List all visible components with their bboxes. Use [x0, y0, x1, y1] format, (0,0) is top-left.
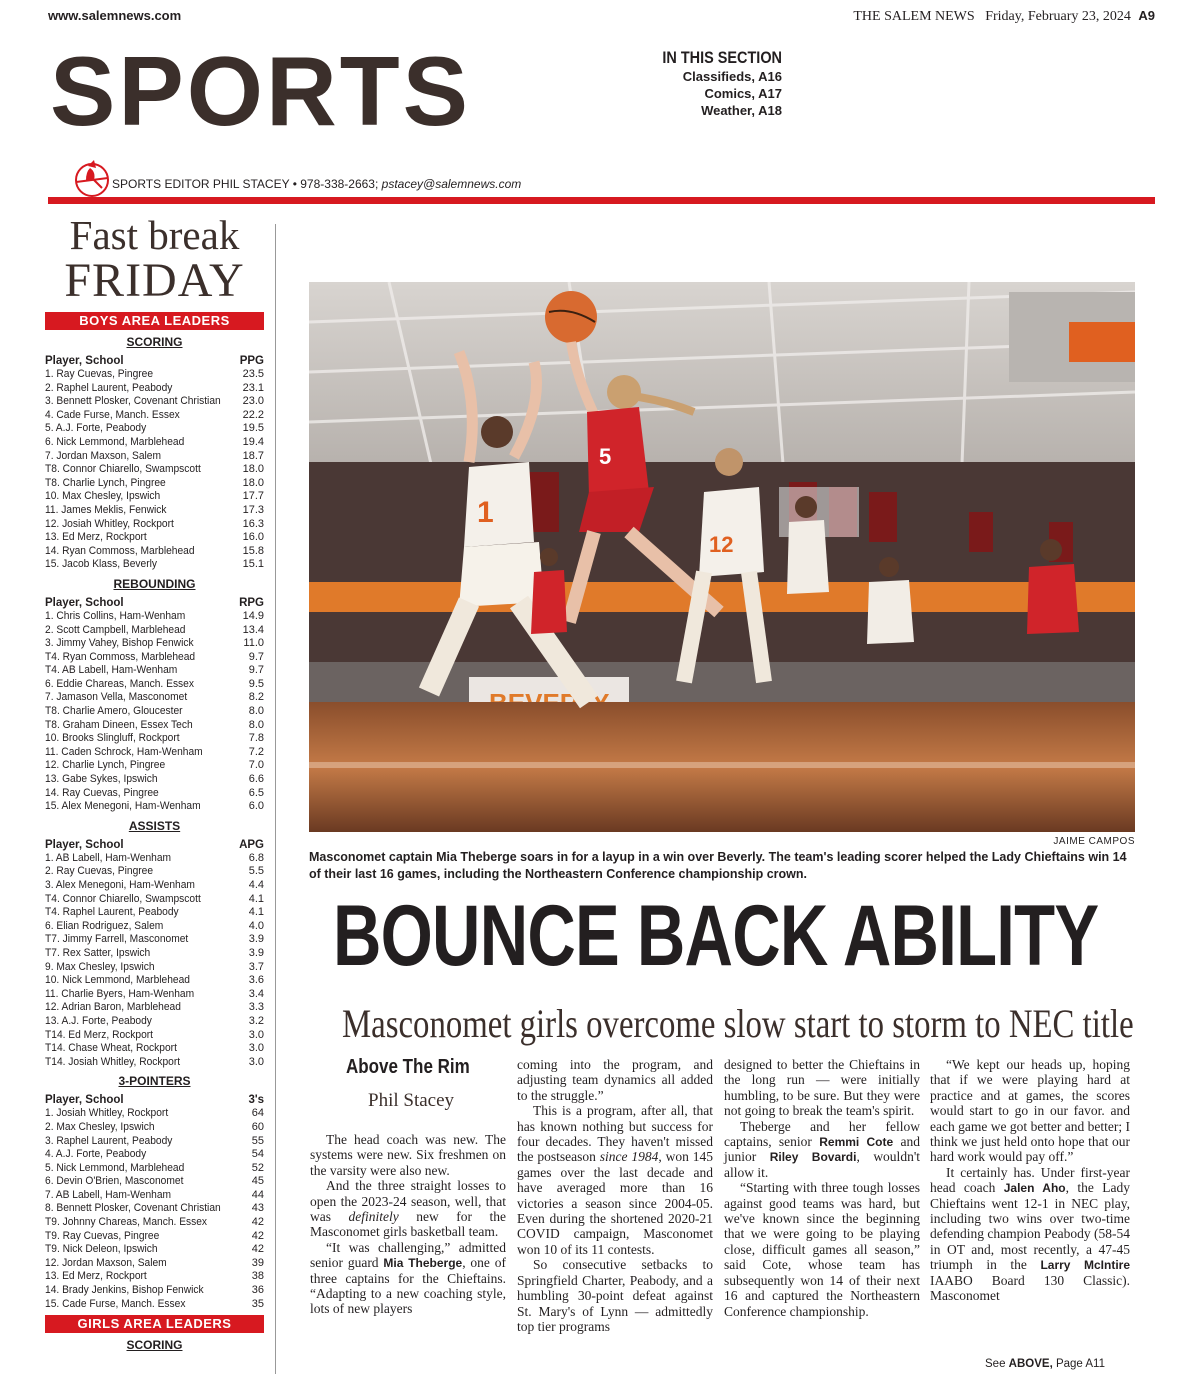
stat-player: 12. Adrian Baron, Marblehead — [45, 1001, 181, 1014]
stat-value: 43 — [251, 1202, 264, 1215]
stat-row — [45, 1202, 264, 1216]
site-url: www.salemnews.com — [48, 8, 182, 23]
stat-player: 6. Elian Rodriguez, Salem — [45, 919, 164, 932]
stat-row — [45, 906, 264, 920]
stat-player: T9. Ray Cuevas, Pingree — [45, 1229, 160, 1242]
stat-value: 3.0 — [248, 1028, 264, 1041]
stat-header-row — [45, 596, 264, 610]
stat-player: 7. Jamason Vella, Masconomet — [45, 691, 188, 704]
stat-row — [45, 773, 264, 787]
jersey-number-1: 1 — [477, 496, 494, 529]
stat-value: 13.4 — [242, 623, 264, 636]
stat-player: T8. Connor Chiarello, Swampscott — [45, 463, 201, 476]
jersey-number-5: 5 — [599, 444, 612, 469]
stat-row — [45, 504, 264, 518]
stat-value: 3.0 — [248, 1055, 264, 1068]
stat-value: 23.0 — [242, 395, 264, 408]
stat-row — [45, 531, 264, 545]
stat-row — [45, 988, 264, 1002]
stat-player: T4. Connor Chiarello, Swampscott — [45, 892, 201, 905]
issue-date: Friday, February 23, 2024 — [985, 9, 1131, 24]
stat-value: 6.0 — [248, 800, 264, 813]
stat-player: 1. Ray Cuevas, Pingree — [45, 368, 154, 380]
column-divider — [275, 224, 276, 1374]
stat-value: 16.3 — [242, 517, 264, 530]
stat-row — [45, 1029, 264, 1043]
stat-value: 4.4 — [248, 879, 264, 891]
stat-value: 9.7 — [248, 650, 264, 663]
stat-row — [45, 759, 264, 773]
paragraph: And the three straight losses to open the 2023-24 season, well, that was definitely new for the Masconomet girls basketball team. — [310, 1178, 506, 1240]
jump-line[interactable]: See ABOVE, Page A11 — [985, 1358, 1105, 1370]
stat-row — [45, 732, 264, 746]
stat-row — [45, 974, 264, 988]
stat-row — [45, 879, 264, 893]
stat-player: 14. Ray Cuevas, Pingree — [45, 786, 159, 799]
stat-row — [45, 1216, 264, 1230]
stat-player: 10. Max Chesley, Ipswich — [45, 490, 161, 503]
paragraph: So consecutive setbacks to Springfield Charter, Peabody, and a humbling 30-point defeat against St. Mary's of Lynn — admittedly top tier programs — [517, 1257, 713, 1334]
stat-player: 11. Caden Schrock, Ham-Wenham — [45, 745, 203, 758]
paragraph: This is a program, after all, that has known nothing but success for four decades. They haven't missed the postseason since 1984, won 145 games over the last decade and have averaged more than 16 victories a season since 2004-05. Even during the shortened 2020-21 COVID campaign, Masconomet won 10 of its 11 contests. — [517, 1103, 713, 1257]
stat-row — [45, 610, 264, 624]
stat-row — [45, 637, 264, 651]
stat-row — [45, 450, 264, 464]
game-photo — [309, 282, 1135, 832]
stat-row — [45, 518, 264, 532]
stat-value: 23.1 — [242, 381, 264, 394]
paragraph: designed to better the Chieftains in the long run — were initially humbling, to be sure. But they were not going to break the team's spirit. — [724, 1057, 920, 1119]
stat-player: 12. Charlie Lynch, Pingree — [45, 759, 166, 772]
paragraph: “We kept our heads up, hoping that if we were playing hard at practice and at games, the scores would start to go in our favor. and each game we got better and better; I think we just held onto hope that our hard work would pay off.” — [930, 1057, 1130, 1165]
stat-player: 15. Jacob Klass, Beverly — [45, 558, 158, 571]
stat-player: 2. Max Chesley, Ipswich — [45, 1120, 155, 1133]
stat-row — [45, 368, 264, 382]
photo-caption: Masconomet captain Mia Theberge soars in for a layup in a win over Beverly. The team's leading scorer helped the Lady Chieftains win 14 of their last 16 games, including the Northeastern Conference championship crown. — [309, 850, 1127, 881]
stat-value: 6.8 — [248, 851, 264, 864]
stat-row — [45, 395, 264, 409]
stat-header-value: APG — [239, 838, 264, 851]
stat-row — [45, 787, 264, 801]
stat-header-player: Player, School — [45, 355, 124, 367]
bold-name: Larry McIntire — [1040, 1258, 1131, 1273]
stat-header-player: Player, School — [45, 838, 124, 851]
stat-player: T8. Graham Dineen, Essex Tech — [45, 718, 193, 731]
stat-player: 6. Eddie Chareas, Manch. Essex — [45, 677, 194, 690]
stat-value: 3.6 — [248, 974, 264, 987]
stat-player: 3. Jimmy Vahey, Bishop Fenwick — [45, 637, 194, 650]
paragraph: “Starting with three tough losses against good teams was hard, but we've known since the beginning that we were going to be playing close, difficult games all season,” said Cote, whose team has subsequently won 14 of their next 16 and captured the Northeastern Conference championship. — [724, 1180, 920, 1319]
stat-value: 17.7 — [242, 490, 264, 503]
stat-value: 15.8 — [242, 544, 264, 557]
paragraph: “It was challenging,” admitted senior guard Mia Theberge, one of three captains for the Chieftains. “Adapting to a new coaching style, lots of new players — [310, 1239, 506, 1317]
stat-player: 5. A.J. Forte, Peabody — [45, 422, 147, 435]
stat-player: 8. Bennett Plosker, Covenant Christian — [45, 1202, 221, 1215]
stat-header-row — [45, 838, 264, 852]
stat-value: 5.5 — [248, 865, 264, 878]
stat-player: 5. Nick Lemmond, Marblehead — [45, 1161, 185, 1174]
stat-value: 8.0 — [248, 705, 264, 718]
stat-value: 3.2 — [248, 1014, 264, 1027]
stat-value: 7.8 — [248, 732, 264, 745]
stat-header-player: Player, School — [45, 596, 124, 609]
stat-row — [45, 1284, 264, 1298]
stat-row — [45, 1056, 264, 1070]
stat-player: 11. Charlie Byers, Ham-Wenham — [45, 987, 195, 1000]
editor-bar — [72, 158, 1155, 198]
stat-row — [45, 1107, 264, 1121]
header-rule — [48, 197, 1155, 204]
stat-category-heading: REBOUNDING — [113, 576, 196, 591]
section-link-classifieds[interactable]: Classifieds, A16 — [682, 69, 782, 84]
stat-value: 14.9 — [242, 609, 264, 622]
stat-value: 3.9 — [248, 946, 264, 959]
stat-player: 2. Raphel Laurent, Peabody — [45, 381, 173, 394]
stat-player: T14. Ed Merz, Rockport — [45, 1028, 154, 1041]
stat-row — [45, 558, 264, 572]
sidebar-subtitle: FRIDAY — [64, 254, 245, 307]
stat-value: 8.2 — [248, 691, 264, 704]
stat-player: 2. Scott Campbell, Marblehead — [45, 623, 186, 636]
article-deck: Masconomet girls overcome slow start to storm to NEC title — [342, 1001, 1134, 1046]
stat-player: T7. Jimmy Farrell, Masconomet — [45, 933, 189, 946]
stat-player: T8. Charlie Amero, Gloucester — [45, 705, 183, 718]
stat-header-value: 3's — [248, 1094, 264, 1107]
bold-name: Mia Theberge — [383, 1256, 463, 1271]
stat-player: 3. Raphel Laurent, Peabody — [45, 1134, 173, 1147]
stat-row — [45, 691, 264, 705]
stat-player: 13. A.J. Forte, Peabody — [45, 1014, 152, 1027]
stat-player: 1. AB Labell, Ham-Wenham — [45, 851, 172, 864]
stat-row — [45, 678, 264, 692]
bold-name: Jalen Aho — [1003, 1181, 1066, 1196]
stat-row — [45, 746, 264, 760]
editor-email-link[interactable]: pstacey@salemnews.com — [381, 177, 522, 191]
stat-player: 14. Ryan Commoss, Marblehead — [45, 544, 195, 557]
stat-value: 3.3 — [248, 1001, 264, 1014]
stat-row — [45, 1162, 264, 1176]
stat-player: 7. AB Labell, Ham-Wenham — [45, 1188, 172, 1201]
girls-leaders-band: GIRLS AREA LEADERS — [45, 1315, 264, 1333]
stat-row — [45, 1148, 264, 1162]
bold-name: Riley Bovardi — [769, 1150, 857, 1165]
stat-row — [45, 1135, 264, 1149]
stat-value: 18.0 — [242, 476, 264, 489]
stat-value: 4.1 — [248, 892, 264, 905]
stat-row — [45, 1121, 264, 1135]
stat-value: 42 — [251, 1216, 264, 1229]
stat-value: 8.0 — [248, 718, 264, 731]
stat-player: 13. Ed Merz, Rockport — [45, 1270, 147, 1283]
stat-value: 11.0 — [243, 637, 264, 650]
article-column-3 — [724, 1057, 920, 1319]
paragraph: Theberge and her fellow captains, senior Remmi Cote and junior Riley Bovardi, wouldn't allow it. — [724, 1118, 920, 1180]
stat-value: 22.2 — [242, 408, 264, 421]
stat-player: 3. Alex Menegoni, Ham-Wenham — [45, 879, 195, 891]
photo-credit: JAIME CAMPOS — [1053, 836, 1135, 847]
sidebar-title: Fast break — [69, 212, 240, 258]
stat-value: 55 — [251, 1134, 264, 1147]
stat-player: 6. Nick Lemmond, Marblehead — [45, 435, 185, 448]
column-name: Above The Rim — [346, 1056, 470, 1078]
stat-player: 15. Alex Menegoni, Ham-Wenham — [45, 800, 201, 813]
stat-player: 4. A.J. Forte, Peabody — [45, 1148, 147, 1161]
stat-row — [45, 490, 264, 504]
sports-editor-contact — [112, 177, 521, 191]
girls-scoring-heading: SCORING — [126, 1338, 183, 1353]
paragraph: The head coach was new. The systems were new. Six freshmen on the varsity were also new. — [310, 1132, 506, 1178]
stat-player: 1. Josiah Whitley, Rockport — [45, 1107, 169, 1120]
stat-value: 18.0 — [242, 463, 264, 476]
stat-player: T9. Nick Deleon, Ipswich — [45, 1243, 158, 1256]
stat-player: 4. Cade Furse, Manch. Essex — [45, 408, 180, 421]
stat-row — [45, 865, 264, 879]
stat-player: 3. Bennett Plosker, Covenant Christian — [45, 395, 221, 408]
stat-row — [45, 947, 264, 961]
stat-value: 23.5 — [242, 368, 264, 380]
stat-value: 9.7 — [248, 664, 264, 677]
stat-row — [45, 1230, 264, 1244]
paper-name: THE SALEM NEWS — [853, 9, 975, 24]
stat-value: 54 — [251, 1148, 264, 1161]
stat-row — [45, 1175, 264, 1189]
stat-sections — [45, 334, 264, 1311]
stat-value: 7.2 — [248, 745, 264, 758]
stat-row — [45, 436, 264, 450]
stat-row — [45, 1015, 264, 1029]
stat-player: T9. Johnny Chareas, Manch. Essex — [45, 1216, 208, 1229]
article-column-2 — [517, 1057, 713, 1334]
page-number: A9 — [1138, 8, 1155, 23]
stat-value: 45 — [251, 1175, 264, 1188]
stat-row — [45, 852, 264, 866]
stat-row — [45, 1270, 264, 1284]
stat-player: 14. Brady Jenkins, Bishop Fenwick — [45, 1284, 204, 1297]
stat-player: 12. Jordan Maxson, Salem — [45, 1256, 167, 1269]
section-link-weather[interactable]: Weather, A18 — [701, 103, 782, 118]
boys-leaders-band: BOYS AREA LEADERS — [45, 312, 264, 330]
stat-value: 39 — [251, 1256, 264, 1269]
stat-value: 4.1 — [248, 906, 264, 919]
stat-row — [45, 422, 264, 436]
stat-row — [45, 800, 264, 814]
stat-row — [45, 705, 264, 719]
paragraph: It certainly has. Under first-year head coach Jalen Aho, the Lady Chieftains went 12-1 in NEC play, including two wins over two-time defending champion Peabody (58-54 in OT and, most recently, a 47-45 triumph in the Larry McIntire IAABO Board 130 Classic). Masconomet — [930, 1164, 1131, 1304]
stat-row — [45, 624, 264, 638]
stat-value: 16.0 — [242, 531, 264, 544]
stat-row — [45, 651, 264, 665]
stat-player: T8. Charlie Lynch, Pingree — [45, 476, 166, 489]
stat-category-heading: ASSISTS — [128, 818, 181, 833]
stat-player: T4. Ryan Commoss, Marblehead — [45, 650, 196, 663]
stat-row — [45, 933, 264, 947]
stat-value: 42 — [251, 1229, 264, 1242]
stat-row — [45, 1243, 264, 1257]
stat-row — [45, 1189, 264, 1203]
stat-value: 6.6 — [248, 773, 264, 786]
in-this-section — [620, 48, 782, 119]
stat-row — [45, 545, 264, 559]
stat-value: 3.9 — [248, 933, 264, 946]
stat-value: 44 — [251, 1188, 264, 1201]
bold-name: Remmi Cote — [819, 1135, 894, 1150]
stat-header-player: Player, School — [45, 1094, 124, 1107]
article-column-1 — [310, 1132, 506, 1317]
stat-value: 17.3 — [242, 503, 264, 516]
jersey-number-12: 12 — [709, 532, 734, 557]
stat-row — [45, 463, 264, 477]
stat-player: 1. Chris Collins, Ham-Wenham — [45, 609, 186, 622]
stat-header-value: RPG — [239, 596, 264, 609]
stat-value: 7.0 — [248, 759, 264, 772]
stat-row — [45, 1042, 264, 1056]
stat-category-heading: 3-POINTERS — [118, 1074, 191, 1089]
stat-value: 52 — [251, 1161, 264, 1174]
stat-value: 60 — [251, 1120, 264, 1133]
stat-row — [45, 1257, 264, 1271]
section-link-comics[interactable]: Comics, A17 — [704, 86, 782, 101]
stat-header-value: PPG — [239, 355, 264, 367]
stat-row — [45, 1001, 264, 1015]
stat-player: T4. AB Labell, Ham-Wenham — [45, 664, 178, 677]
stat-player: T4. Raphel Laurent, Peabody — [45, 906, 179, 919]
stat-player: 2. Ray Cuevas, Pingree — [45, 865, 154, 878]
stat-value: 19.4 — [242, 435, 264, 448]
stat-value: 3.7 — [248, 960, 264, 973]
stat-value: 42 — [251, 1243, 264, 1256]
stat-value: 3.0 — [248, 1042, 264, 1055]
stat-row — [45, 409, 264, 423]
page-dateline — [853, 8, 1155, 25]
stat-value: 15.1 — [242, 558, 264, 571]
stat-row — [45, 961, 264, 975]
stat-player: T14. Josiah Whitley, Rockport — [45, 1055, 181, 1068]
stat-value: 35 — [251, 1297, 264, 1310]
stat-row — [45, 382, 264, 396]
in-this-section-heading: IN THIS SECTION — [662, 48, 782, 67]
witch-logo-icon — [72, 158, 112, 198]
stat-header-row — [45, 354, 264, 368]
stat-value: 19.5 — [242, 422, 264, 435]
stat-player: 10. Nick Lemmond, Marblehead — [45, 974, 191, 987]
fast-break-sidebar — [45, 214, 264, 1353]
stat-player: T7. Rex Satter, Ipswich — [45, 946, 151, 959]
stat-category-heading: SCORING — [126, 335, 183, 349]
stat-row — [45, 920, 264, 934]
stat-player: 7. Jordan Maxson, Salem — [45, 449, 162, 462]
stat-value: 6.5 — [248, 786, 264, 799]
editor-label: SPORTS EDITOR PHIL STACEY • 978-338-2663; — [112, 177, 379, 191]
stat-value: 3.4 — [248, 987, 264, 1000]
stat-row — [45, 477, 264, 491]
stat-player: 6. Devin O'Brien, Masconomet — [45, 1175, 184, 1188]
stat-value: 9.5 — [248, 677, 264, 690]
stat-value: 18.7 — [242, 449, 264, 462]
stat-row — [45, 1298, 264, 1312]
stat-value: 38 — [251, 1270, 264, 1283]
basketball-photo-illustration — [309, 282, 1135, 832]
stat-player: 11. James Meklis, Fenwick — [45, 503, 167, 516]
stat-value: 4.0 — [248, 919, 264, 932]
article-column-4 — [930, 1057, 1130, 1304]
stat-row — [45, 719, 264, 733]
stat-player: 9. Max Chesley, Ipswich — [45, 960, 155, 973]
stat-value: 36 — [251, 1284, 264, 1297]
article-headline: BOUNCE BACK ABILITY — [333, 888, 1099, 984]
byline: Phil Stacey — [368, 1090, 455, 1111]
stat-player: 13. Ed Merz, Rockport — [45, 531, 147, 544]
stat-player: 12. Josiah Whitley, Rockport — [45, 517, 174, 530]
stat-row — [45, 893, 264, 907]
stat-player: T14. Chase Wheat, Rockport — [45, 1042, 177, 1055]
stat-value: 64 — [251, 1107, 264, 1120]
paragraph: coming into the program, and adjusting team dynamics all added to the struggle.” — [517, 1057, 713, 1103]
stat-player: 13. Gabe Sykes, Ipswich — [45, 773, 158, 786]
stat-player: 15. Cade Furse, Manch. Essex — [45, 1297, 186, 1310]
stat-row — [45, 664, 264, 678]
section-masthead: SPORTS — [50, 36, 471, 146]
stat-player: 10. Brooks Slingluff, Rockport — [45, 732, 180, 745]
stat-header-row — [45, 1093, 264, 1107]
